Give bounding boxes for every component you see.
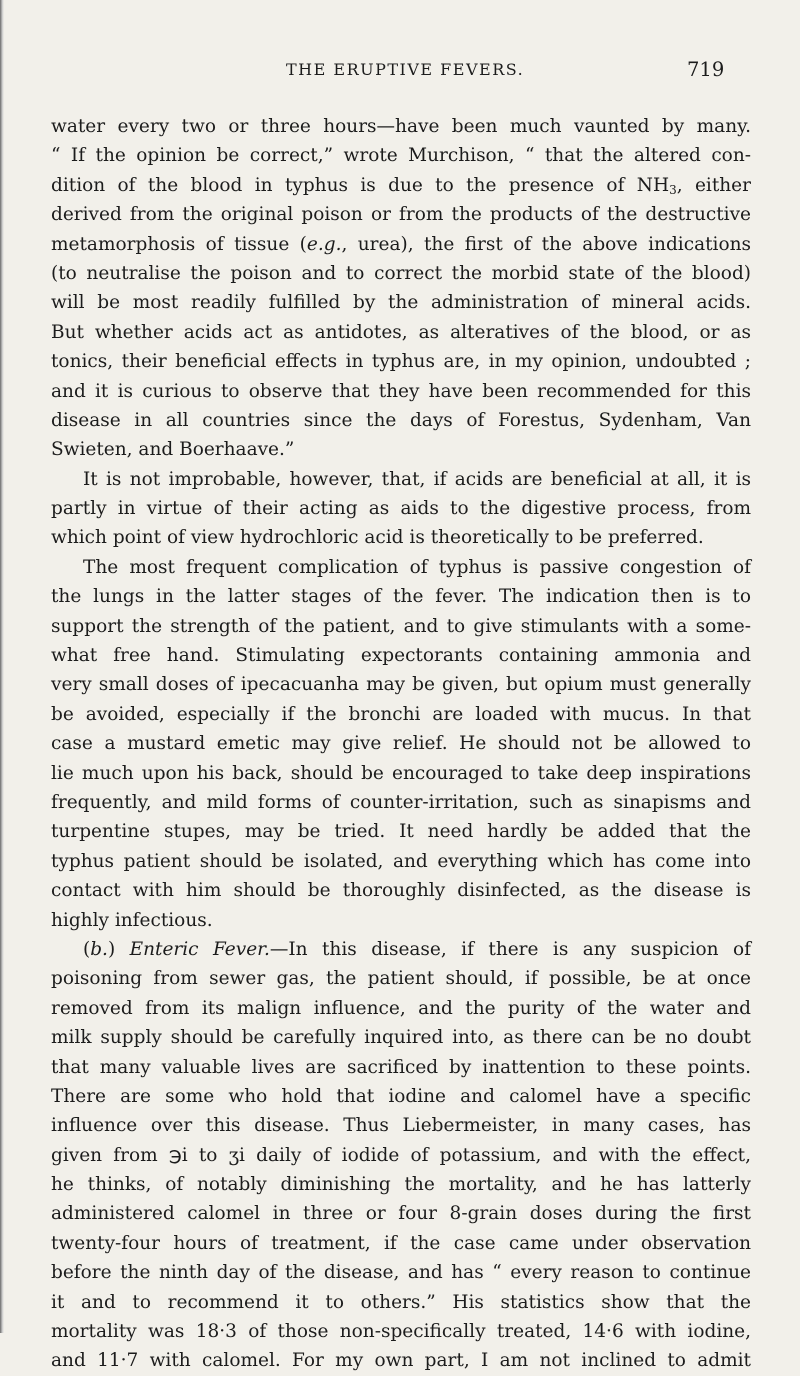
text-line: case a mustard emetic may give relief. He should not be allowed to — [51, 733, 751, 755]
text-line: milk supply should be carefully inquired into, as there can be no doubt — [51, 1027, 751, 1049]
text-line: influence over this disease. Thus Liebermeister, in many cases, has — [51, 1115, 751, 1137]
text-line: administered calomel in three or four 8-grain doses during the first — [51, 1203, 751, 1225]
text-line: it and to recommend it to others.” His statistics show that the — [51, 1291, 751, 1313]
text-line: contact with him should be thoroughly disinfected, as the disease is — [51, 880, 751, 902]
page-edge-shadow — [0, 0, 4, 1333]
text-line: “ If the opinion be correct,” wrote Murchison, “ that the altered con- — [51, 145, 751, 167]
page-header — [0, 60, 800, 90]
section-title: Enteric Fever. — [129, 938, 270, 960]
text-line: given from ℈i to ʒi daily of iodide of potassium, and with the effect, — [51, 1144, 751, 1166]
text-line: But whether acids act as antidotes, as alteratives of the blood, or as — [51, 321, 751, 343]
text-line: metamorphosis of tissue (e.g., urea), the first of the above indications — [51, 233, 752, 255]
text-line: before the ninth day of the disease, and has “ every reason to continue — [51, 1262, 751, 1284]
text-line: tonics, their beneficial effects in typhus are, in my opinion, undoubted ; — [51, 351, 751, 373]
subscript-three: 3 — [669, 182, 677, 197]
text-line: highly infectious. — [51, 909, 213, 931]
text-line: disease in all countries since the days of Forestus, Sydenham, Van — [51, 409, 751, 431]
text-line: lie much upon his back, should be encouraged to take deep inspirations — [51, 762, 751, 784]
text-line: derived from the original poison or from the products of the destructive — [51, 204, 751, 226]
text-line: Swieten, and Boerhaave.” — [51, 439, 295, 461]
text-line: be avoided, especially if the bronchi are loaded with mucus. In that — [51, 703, 751, 725]
section-heading-line: (b.) Enteric Fever.—In this disease, if there is any suspicion of — [83, 938, 751, 960]
text-line: poisoning from sewer gas, the patient should, if possible, be at once — [51, 968, 751, 990]
text-line: what free hand. Stimulating expectorants containing ammonia and — [51, 645, 751, 667]
page-number: 719 — [687, 58, 725, 81]
text-line: the lungs in the latter stages of the fever. The indication then is to — [51, 586, 751, 608]
text-line: he thinks, of notably diminishing the mortality, and he has latterly — [51, 1174, 751, 1196]
text-line: frequently, and mild forms of counter-irritation, such as sinapisms and — [51, 791, 751, 813]
running-head: THE ERUPTIVE FEVERS. — [286, 60, 525, 79]
text-line: water every two or three hours—have been much vaunted by many. — [51, 116, 751, 137]
text-line: very small doses of ipecacuanha may be given, but opium must generally — [51, 674, 751, 696]
text-line: partly in virtue of their acting as aids to the digestive process, from — [51, 498, 751, 520]
text-line: which point of view hydrochloric acid is theoretically to be preferred. — [51, 527, 704, 549]
text-line: and 11·7 with calomel. For my own part, I am not inclined to admit — [51, 1350, 751, 1372]
text-line: twenty-four hours of treatment, if the case came under observation — [51, 1232, 751, 1254]
body-text — [51, 112, 751, 1376]
text-line: It is not improbable, however, that, if acids are beneficial at all, it is — [83, 468, 751, 490]
text-line: turpentine stupes, may be tried. It need hardly be added that the — [51, 821, 751, 843]
text-line: There are some who hold that iodine and calomel have a specific — [51, 1085, 751, 1107]
text-line: and it is curious to observe that they have been recommended for this — [51, 380, 751, 402]
text-line: that many valuable lives are sacrificed by inattention to these points. — [51, 1056, 751, 1078]
italic-abbrev: e.g. — [306, 233, 342, 255]
text-line: removed from its malign influence, and the purity of the water and — [51, 997, 751, 1019]
text-line: support the strength of the patient, and to give stimulants with a some- — [51, 615, 751, 637]
text-line: (to neutralise the poison and to correct the morbid state of the blood) — [51, 262, 751, 284]
text-line: typhus patient should be isolated, and everything which has come into — [51, 850, 751, 872]
text-line: mortality was 18·3 of those non-specifically treated, 14·6 with iodine, — [51, 1321, 751, 1343]
text-line: dition of the blood in typhus is due to the presence of $NH_3$, either — [51, 174, 751, 197]
text-line: will be most readily fulfilled by the administration of mineral acids. — [51, 292, 751, 314]
text-line: The most frequent complication of typhus is passive congestion of — [83, 556, 751, 578]
